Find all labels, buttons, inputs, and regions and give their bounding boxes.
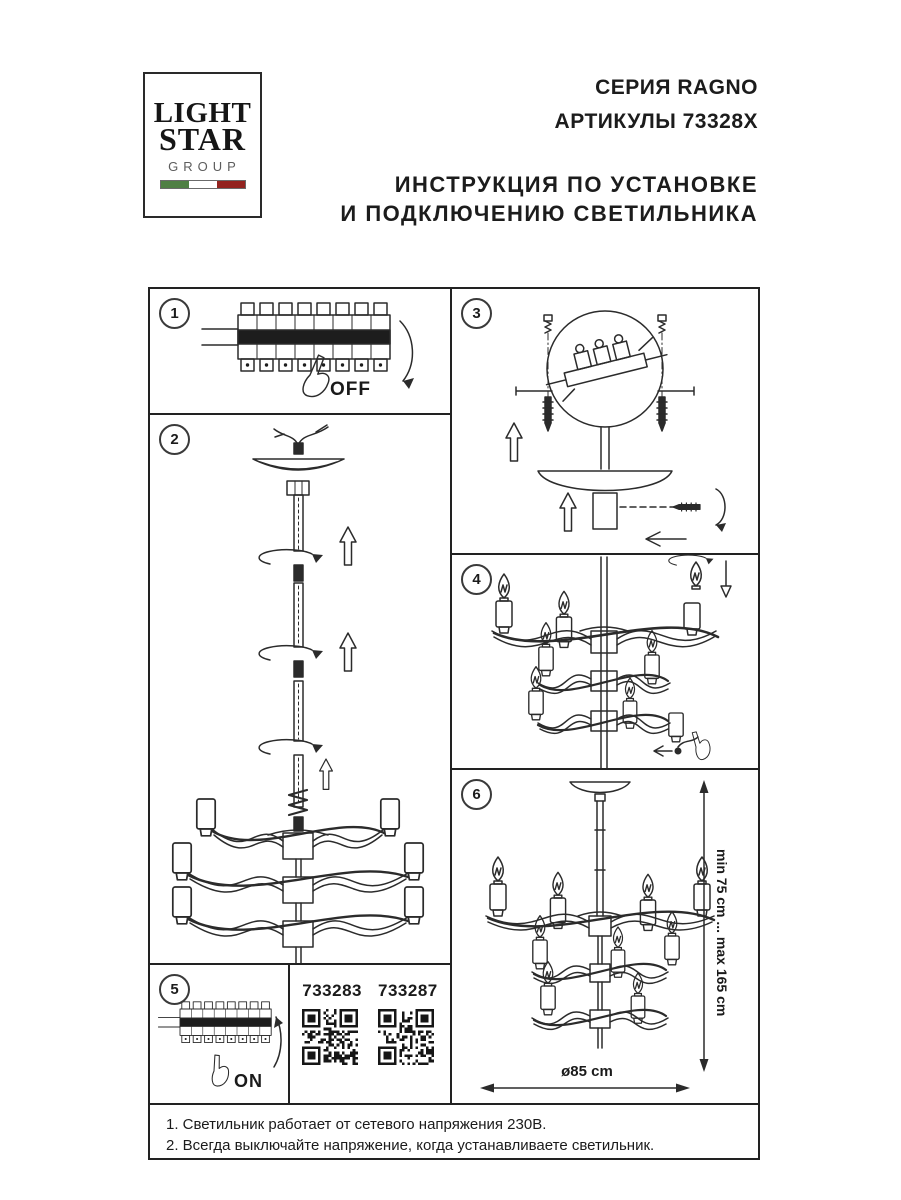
instruction-title-line1: ИНСТРУКЦИЯ ПО УСТАНОВКЕ	[394, 172, 758, 197]
article-right	[378, 981, 438, 1103]
ceiling-mount-drawing	[452, 289, 758, 553]
logo-word-star: STAR	[159, 121, 246, 158]
footnote-1: 1. Светильник работает от сетевого напряжения 230В.	[166, 1116, 547, 1133]
qr-code-left	[302, 1009, 358, 1065]
step-6-panel	[450, 768, 760, 1105]
steps-grid	[148, 287, 760, 1160]
bulb-install-drawing	[452, 555, 758, 768]
final-chandelier-drawing	[452, 770, 758, 1103]
instruction-title-line2: И ПОДКЛЮЧЕНИЮ СВЕТИЛЬНИКА	[340, 201, 758, 227]
on-label: ON	[234, 1071, 263, 1091]
article-number-right: 733287	[378, 981, 438, 1000]
off-label: OFF	[330, 379, 371, 400]
lightstar-logo	[143, 72, 262, 218]
step-3-panel	[450, 287, 760, 555]
flag-red	[217, 181, 245, 188]
diameter-dimension-label: ø85 cm	[561, 1063, 613, 1080]
step-1-number: 1	[159, 298, 190, 329]
step-6-number: 6	[461, 779, 492, 810]
header	[300, 76, 758, 228]
step-3-number: 3	[461, 298, 492, 329]
footnotes-panel	[148, 1103, 760, 1160]
articles-title: АРТИКУЛЫ 73328X	[554, 110, 758, 133]
step-5-number: 5	[159, 974, 190, 1005]
article-number-left: 733283	[302, 981, 362, 1000]
breaker-off-drawing	[150, 289, 450, 413]
series-title: СЕРИЯ RAGNO	[595, 76, 758, 99]
flag-white	[189, 181, 217, 188]
step-4-number: 4	[461, 564, 492, 595]
step-2-number: 2	[159, 424, 190, 455]
instruction-title	[300, 170, 758, 228]
step-2-panel	[148, 413, 452, 965]
italian-flag-bar	[160, 180, 246, 189]
footnote-2: 2. Всегда выключайте напряжение, когда устанавливаете светильник.	[166, 1137, 655, 1155]
height-dimension-label: min 75 cm ... max 165 cm	[714, 849, 730, 1017]
logo-word-light: LIGHT	[153, 96, 252, 129]
step-4-panel	[450, 553, 760, 770]
article-codes-panel	[288, 963, 452, 1105]
rod-assembly-drawing	[150, 415, 450, 963]
article-left	[302, 981, 362, 1103]
logo-word-group: GROUP	[168, 159, 241, 175]
step-1-panel	[148, 287, 452, 415]
flag-green	[161, 181, 189, 188]
qr-code-right	[378, 1009, 434, 1065]
step-5-panel	[148, 963, 290, 1105]
